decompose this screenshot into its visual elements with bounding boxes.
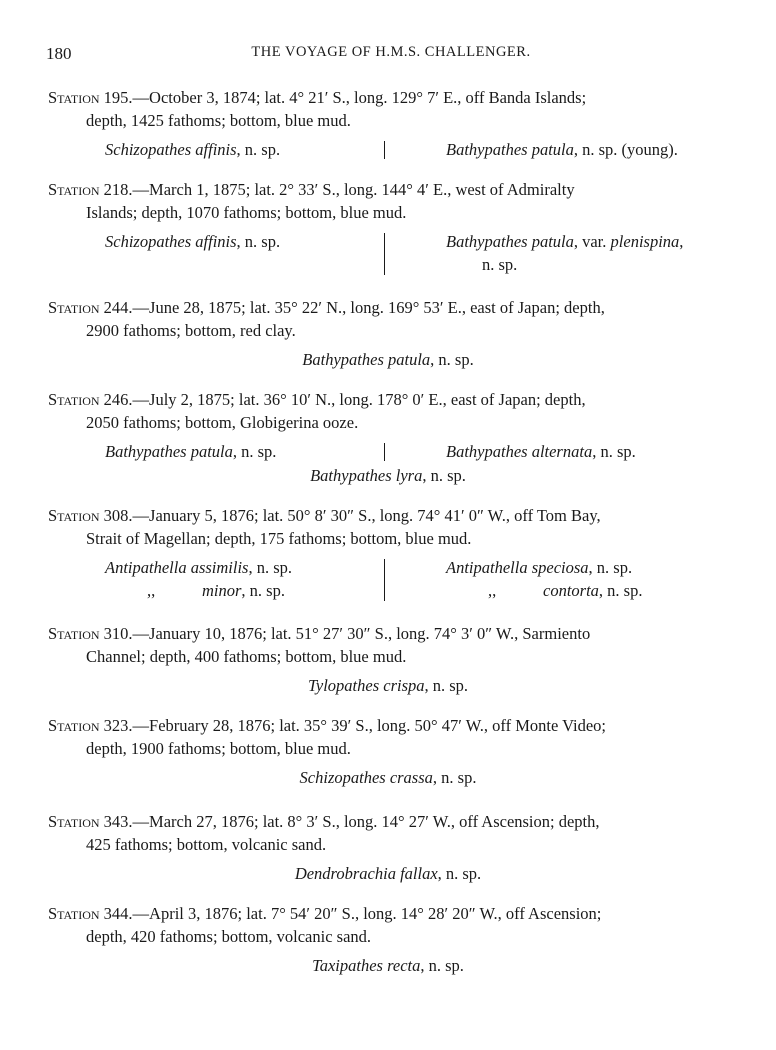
species-center (0, 766, 776, 789)
station-line (0, 296, 776, 319)
ditto-mark: ,, (147, 581, 156, 600)
station-entry (0, 86, 776, 161)
species-name: Dendrobrachia fallax (294, 864, 438, 883)
station-line-continued: 2050 fathoms; bottom, Globigerina ooze. (86, 413, 359, 432)
species-note: , n. sp. (young). (573, 140, 678, 159)
station-line (0, 810, 776, 833)
station-line (0, 504, 776, 527)
station-entry (0, 714, 776, 789)
station-details: 323.—February 28, 1876; lat. 35° 39′ S., long. 50° 47′ W., off Monte Video; (103, 716, 607, 735)
station-line-continued: depth, 1425 fathoms; bottom, blue mud. (86, 111, 351, 130)
station-label: Station (48, 180, 100, 199)
species-center (0, 674, 776, 697)
station-entry (0, 296, 776, 371)
species-right (446, 556, 632, 579)
page-header (46, 44, 736, 68)
station-label: Station (48, 88, 100, 107)
station-line-continued: depth, 420 fathoms; bottom, volcanic sand. (86, 927, 372, 946)
station-label: Station (48, 390, 100, 409)
species-center (0, 348, 776, 371)
station-details: 246.—July 2, 1875; lat. 36° 10′ N., long. 178° 0′ E., east of Japan; depth, (103, 390, 586, 409)
species-center (0, 954, 776, 977)
station-details: 310.—January 10, 1876; lat. 51° 27′ 30″ S., long. 74° 3′ 0″ W., Sarmiento (103, 624, 591, 643)
species-note: , n. sp. (592, 442, 636, 461)
species-note: , n. sp. (598, 581, 643, 600)
species-center (0, 464, 776, 487)
column-divider (384, 559, 385, 601)
species-left (105, 440, 276, 463)
species-list (0, 440, 776, 463)
species-note: , n. sp. (420, 956, 464, 975)
ditto-mark: ,, (488, 581, 497, 600)
station-line-continued: depth, 1900 fathoms; bottom, blue mud. (86, 739, 351, 758)
species-left (105, 230, 280, 253)
species-name: minor (202, 581, 242, 600)
station-entry (0, 622, 776, 697)
station-label: Station (48, 298, 100, 317)
station-label: Station (48, 904, 100, 923)
species-list (0, 230, 776, 276)
species-name: Bathypathes patula (446, 232, 574, 251)
species-name: Taxipathes recta (312, 956, 421, 975)
species-note: , n. sp. (432, 768, 477, 787)
station-label: Station (48, 624, 100, 643)
station-label: Station (48, 716, 100, 735)
column-divider (384, 141, 385, 159)
station-line (0, 178, 776, 201)
species-name: Bathypathes patula (302, 350, 431, 369)
species-variety: plenispina (610, 232, 680, 251)
species-note: , n. sp. (232, 442, 277, 461)
running-head: THE VOYAGE OF H.M.S. CHALLENGER. (251, 44, 531, 60)
species-name: Bathypathes patula (446, 140, 574, 159)
station-details: 343.—March 27, 1876; lat. 8° 3′ S., long. 14° 27′ W., off Ascension; depth, (103, 812, 600, 831)
column-divider (384, 443, 385, 461)
species-note: , n. sp. (424, 676, 469, 695)
station-details: 244.—June 28, 1875; lat. 35° 22′ N., long. 169° 53′ E., east of Japan; depth, (103, 298, 605, 317)
station-entry (0, 810, 776, 885)
station-details: 218.—March 1, 1875; lat. 2° 33′ S., long. 144° 4′ E., west of Admiralty (103, 180, 575, 199)
station-line-continued: Channel; depth, 400 fathoms; bottom, blue mud. (86, 647, 407, 666)
station-line (0, 86, 776, 109)
station-details: 195.—October 3, 1874; lat. 4° 21′ S., long. 129° 7′ E., off Banda Islands; (103, 88, 587, 107)
station-line (0, 388, 776, 411)
species-right (446, 579, 642, 602)
species-name: Tylopathes crispa (307, 676, 425, 695)
station-line-continued: 425 fathoms; bottom, volcanic sand. (86, 835, 327, 854)
species-name: Antipathella speciosa (446, 558, 589, 577)
station-line-continued: 2900 fathoms; bottom, red clay. (86, 321, 296, 340)
column-divider (384, 233, 385, 275)
station-entry (0, 504, 776, 602)
species-name: Bathypathes lyra (310, 466, 423, 485)
station-line (0, 622, 776, 645)
station-label: Station (48, 812, 100, 831)
species-right (446, 230, 683, 253)
species-name: Bathypathes alternata (446, 442, 593, 461)
species-name: Schizopathes affinis (105, 232, 237, 251)
species-list (0, 556, 776, 602)
species-note: , n. sp. (437, 864, 482, 883)
species-note: , n. sp. (588, 558, 633, 577)
species-list (0, 138, 776, 161)
species-note: , n. sp. (236, 232, 281, 251)
species-name: Antipathella assimilis (105, 558, 249, 577)
species-left (105, 556, 292, 579)
station-details: 308.—January 5, 1876; lat. 50° 8′ 30″ S., long. 74° 41′ 0″ W., off Tom Bay, (103, 506, 601, 525)
species-right (446, 440, 636, 463)
species-note: , n. sp. (248, 558, 293, 577)
species-left (105, 579, 285, 602)
station-line (0, 902, 776, 925)
species-note: , (679, 232, 684, 251)
species-note: , n. sp. (236, 140, 281, 159)
species-note: , n. sp. (430, 350, 474, 369)
station-details: 344.—April 3, 1876; lat. 7° 54′ 20″ S., long. 14° 28′ 20″ W., off Ascension; (103, 904, 602, 923)
species-name: Bathypathes patula (105, 442, 233, 461)
species-name: Schizopathes crassa (299, 768, 433, 787)
station-line-continued: Islands; depth, 1070 fathoms; bottom, blue mud. (86, 203, 407, 222)
station-line (0, 714, 776, 737)
station-label: Station (48, 506, 100, 525)
page-number: 180 (46, 44, 72, 63)
species-note: , var. (573, 232, 611, 251)
species-center (0, 862, 776, 885)
station-entry (0, 178, 776, 276)
species-left (105, 138, 280, 161)
species-note: , n. sp. (422, 466, 466, 485)
species-name: contorta (543, 581, 599, 600)
species-right (446, 138, 678, 161)
species-note-continued: n. sp. (482, 255, 518, 274)
species-note: , n. sp. (241, 581, 285, 600)
station-entry (0, 388, 776, 487)
species-name: Schizopathes affinis (105, 140, 237, 159)
station-line-continued: Strait of Magellan; depth, 175 fathoms; bottom, blue mud. (86, 529, 472, 548)
station-entry (0, 902, 776, 977)
